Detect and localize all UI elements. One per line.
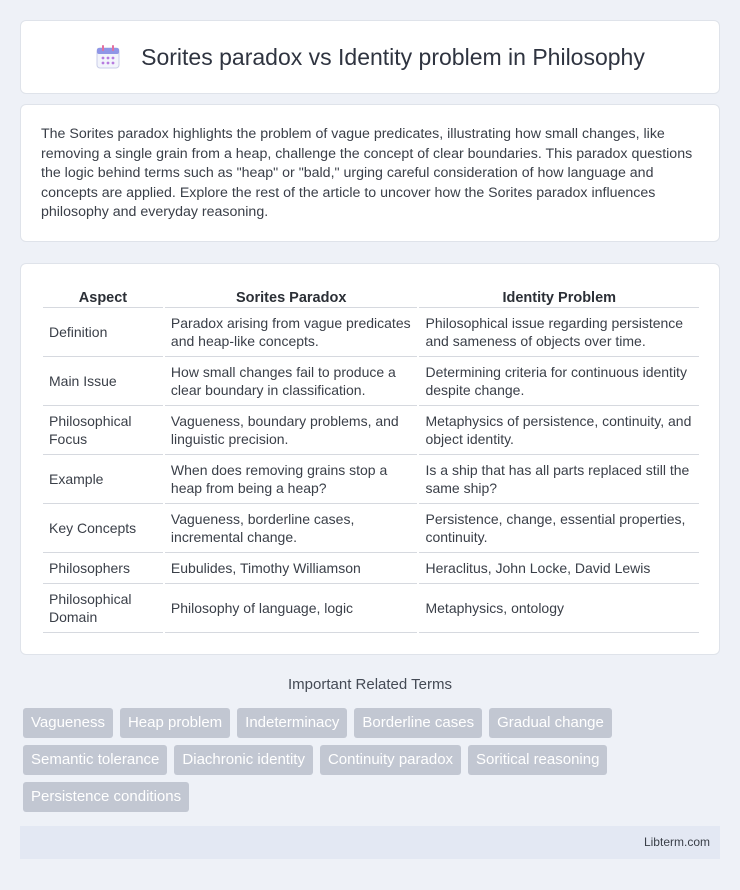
table-cell: Philosophical issue regarding persistence and sameness of objects over time.	[419, 308, 699, 357]
related-term-tag[interactable]: Diachronic identity	[174, 745, 313, 775]
column-header: Sorites Paradox	[165, 286, 418, 308]
related-terms-title: Important Related Terms	[288, 676, 452, 693]
related-term-tag[interactable]: Vagueness	[23, 708, 113, 738]
table-header-row	[43, 286, 699, 308]
column-header: Identity Problem	[419, 286, 699, 308]
footer	[20, 826, 720, 859]
table-row	[43, 455, 699, 504]
intro-card	[20, 104, 720, 242]
column-header: Aspect	[43, 286, 163, 308]
related-term-tag[interactable]: Indeterminacy	[237, 708, 347, 738]
table-cell: Determining criteria for continuous identity despite change.	[419, 357, 699, 406]
table-row	[43, 584, 699, 633]
table-cell: Philosophers	[43, 553, 163, 584]
calendar-icon	[95, 44, 121, 70]
table-cell: Persistence, change, essential properties, continuity.	[419, 504, 699, 553]
header-card	[20, 20, 720, 94]
table-cell: Heraclitus, John Locke, David Lewis	[419, 553, 699, 584]
table-cell: Example	[43, 455, 163, 504]
table-cell: Definition	[43, 308, 163, 357]
table-cell: Main Issue	[43, 357, 163, 406]
table-cell: Philosophical Domain	[43, 584, 163, 633]
page-title: Sorites paradox vs Identity problem in Philosophy	[141, 43, 645, 70]
related-term-tag[interactable]: Borderline cases	[354, 708, 482, 738]
table-cell: Philosophical Focus	[43, 406, 163, 455]
table-row	[43, 504, 699, 553]
table-cell: Key Concepts	[43, 504, 163, 553]
table-cell: How small changes fail to produce a clear boundary in classification.	[165, 357, 418, 406]
table-cell: Is a ship that has all parts replaced still the same ship?	[419, 455, 699, 504]
table-row	[43, 406, 699, 455]
table-cell: Paradox arising from vague predicates and heap-like concepts.	[165, 308, 418, 357]
table-cell: Vagueness, boundary problems, and linguistic precision.	[165, 406, 418, 455]
table-cell: Eubulides, Timothy Williamson	[165, 553, 418, 584]
table-cell: Philosophy of language, logic	[165, 584, 418, 633]
table-cell: Metaphysics of persistence, continuity, and object identity.	[419, 406, 699, 455]
comparison-table-card	[20, 263, 720, 655]
related-term-tag[interactable]: Semantic tolerance	[23, 745, 167, 775]
comparison-table	[41, 286, 701, 633]
footer-site-link[interactable]: Libterm.com	[643, 835, 710, 849]
table-row	[43, 553, 699, 584]
related-term-tag[interactable]: Heap problem	[120, 708, 230, 738]
related-terms-list	[23, 708, 723, 819]
table-cell: Metaphysics, ontology	[419, 584, 699, 633]
related-term-tag[interactable]: Soritical reasoning	[468, 745, 607, 775]
related-term-tag[interactable]: Persistence conditions	[23, 782, 189, 812]
table-cell: Vagueness, borderline cases, incremental change.	[165, 504, 418, 553]
related-term-tag[interactable]: Continuity paradox	[320, 745, 461, 775]
table-cell: When does removing grains stop a heap from being a heap?	[165, 455, 418, 504]
intro-text: The Sorites paradox highlights the problem of vague predicates, illustrating how small changes, like removing a single grain from a heap, challenge the concept of clear boundaries. This paradox questions the logic behind terms such as "heap" or "bald," urging careful consideration of how language and concepts are applied. Explore the rest of the article to uncover how the Sorites paradox influences philosophy and everyday reasoning.	[41, 126, 693, 220]
table-row	[43, 308, 699, 357]
table-row	[43, 357, 699, 406]
related-term-tag[interactable]: Gradual change	[489, 708, 612, 738]
